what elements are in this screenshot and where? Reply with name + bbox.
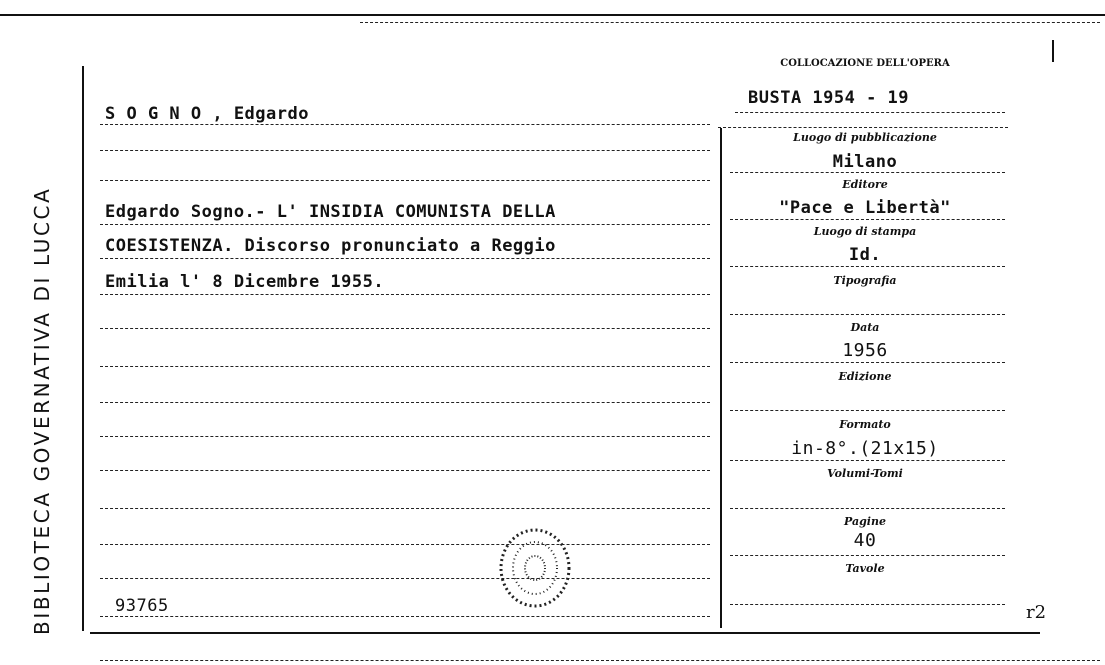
field-rule-9	[730, 555, 1005, 556]
collocation-underline	[735, 112, 1005, 113]
field-rule-8	[730, 508, 1005, 509]
field-rule-2	[730, 219, 1005, 220]
title-line-3: Emilia l' 8 Dicembre 1955.	[105, 272, 385, 292]
rule-1	[100, 150, 710, 151]
luogo-stampa-value: Id.	[848, 245, 882, 265]
library-side-label: BIBLIOTECA GOVERNATIVA DI LUCCA	[30, 186, 54, 635]
library-stamp	[492, 522, 578, 614]
editore-label: Editore	[842, 178, 888, 191]
rule-5	[100, 294, 710, 295]
top-border-2	[360, 22, 1100, 23]
field-rule-7	[730, 460, 1005, 461]
rule-13	[100, 578, 710, 579]
rule-10	[100, 470, 710, 471]
edizione-label: Edizione	[838, 370, 892, 383]
author-name: S O G N O , Edgardo	[105, 104, 309, 124]
title-line-2: COESISTENZA. Discorso pronunciato a Reggio	[105, 236, 556, 256]
inventory-underline	[100, 616, 710, 617]
rule-4	[100, 258, 710, 259]
field-rule-3	[730, 266, 1005, 267]
collocation-value: BUSTA 1954 - 19	[748, 88, 910, 108]
field-rule-10	[730, 604, 1005, 605]
rule-3	[100, 224, 710, 225]
box-top-rule	[718, 127, 1008, 128]
rule-11	[100, 508, 710, 509]
field-rule-4	[730, 314, 1005, 315]
data-label: Data	[850, 321, 880, 334]
data-value: 1956	[842, 340, 888, 361]
luogo-pubblicazione-value: Milano	[832, 152, 898, 172]
field-rule-5	[730, 362, 1005, 363]
left-margin-rule	[82, 66, 84, 631]
collocation-label: COLLOCAZIONE DELL'OPERA	[780, 58, 950, 69]
right-column-rule	[720, 128, 722, 628]
luogo-pubblicazione-label: Luogo di pubblicazione	[793, 131, 937, 144]
volumi-label: Volumi-Tomi	[827, 467, 903, 480]
rule-7	[100, 366, 710, 367]
rule-12	[100, 544, 710, 545]
bottom-border	[100, 660, 1100, 661]
rule-9	[100, 436, 710, 437]
corner-mark: r2	[1026, 602, 1047, 623]
bottom-rule	[90, 632, 1040, 634]
editore-value: "Pace e Libertà"	[779, 198, 951, 218]
rule-2	[100, 180, 710, 181]
top-border	[0, 14, 1105, 16]
rule-6	[100, 328, 710, 329]
pagine-value: 40	[853, 530, 877, 551]
title-line-1: Edgardo Sogno.- L' INSIDIA COMUNISTA DELLA	[105, 202, 556, 222]
tavole-label: Tavole	[845, 562, 885, 575]
formato-label: Formato	[839, 418, 891, 431]
right-edge-rule	[1052, 40, 1054, 62]
inventory-number: 93765	[115, 596, 169, 616]
field-rule-1	[730, 172, 1005, 173]
tipografia-label: Tipografia	[833, 274, 897, 287]
pagine-label: Pagine	[844, 515, 886, 528]
author-underline	[100, 124, 710, 125]
rule-8	[100, 402, 710, 403]
field-rule-6	[730, 410, 1005, 411]
luogo-stampa-label: Luogo di stampa	[813, 225, 917, 238]
formato-value: in-8°.(21x15)	[791, 438, 939, 459]
